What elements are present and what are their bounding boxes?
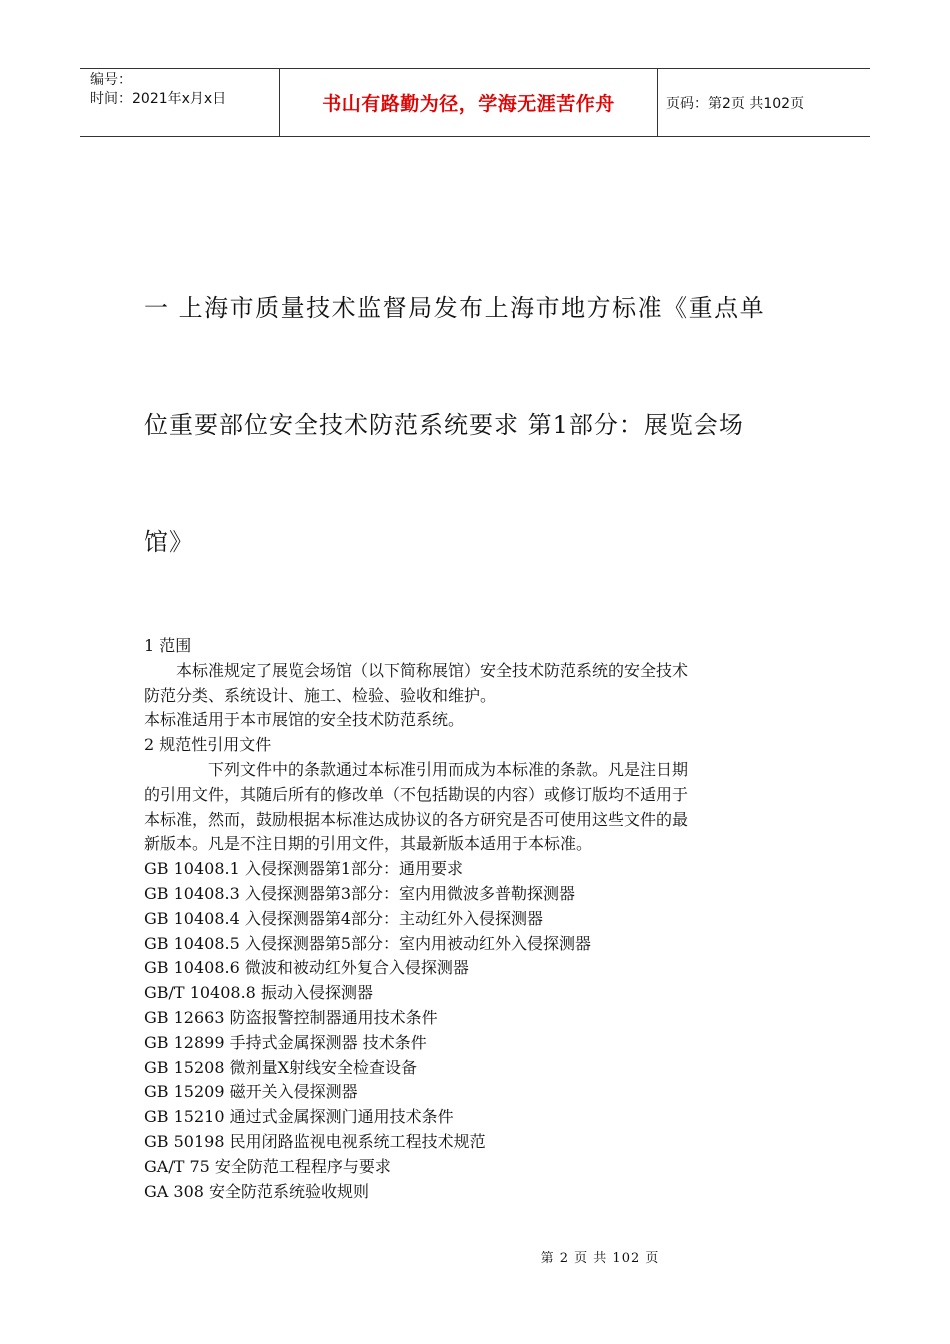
reference-item: GB 15209 磁开关入侵探测器 [144, 1082, 358, 1102]
doc-time-label: 时间：2021年x月x日 [90, 91, 227, 107]
section-2-paragraph-line: 本标准，然而，鼓励根据本标准达成协议的各方研究是否可使用这些文件的最 [144, 809, 689, 829]
reference-item: GB 50198 民用闭路监视电视系统工程技术规范 [144, 1131, 486, 1151]
reference-item: GB 10408.4 入侵探测器第4部分：主动红外入侵探测器 [144, 908, 544, 928]
section-1-paragraph-2: 本标准适用于本市展馆的安全技术防范系统。 [144, 710, 465, 730]
title-line-3: 馆》 [144, 528, 194, 556]
reference-item: GB 12663 防盗报警控制器通用技术条件 [144, 1007, 438, 1027]
page-footer [0, 1247, 950, 1266]
reference-item: GB 15208 微剂量X射线安全检查设备 [144, 1057, 418, 1077]
reference-item: GB 10408.5 入侵探测器第5部分：室内用被动红外入侵探测器 [144, 933, 592, 953]
section-1-heading: 1 范围 [144, 636, 192, 655]
section-1-paragraph-line: 本标准规定了展览会场馆（以下简称展馆）安全技术防范系统的安全技术 [176, 660, 689, 680]
reference-item: GB 10408.3 入侵探测器第3部分：室内用微波多普勒探测器 [144, 883, 576, 903]
header-motto: 书山有路勤为径，学海无涯苦作舟 [280, 69, 658, 136]
section-2-heading: 2 规范性引用文件 [144, 735, 272, 755]
section-2-paragraph-line: 新版本。凡是不注日期的引用文件，其最新版本适用于本标准。 [144, 834, 593, 854]
reference-item: GB 10408.6 微波和被动红外复合入侵探测器 [144, 958, 469, 978]
reference-item: GB/T 10408.8 振动入侵探测器 [144, 983, 373, 1003]
section-1-paragraph-line: 防范分类、系统设计、施工、检验、验收和维护。 [144, 685, 497, 705]
reference-item: GA 308 安全防范系统验收规则 [144, 1181, 370, 1201]
header-info-cell [80, 69, 280, 136]
document-header [80, 68, 870, 137]
document-body [144, 634, 804, 1204]
reference-item: GB 12899 手持式金属探测器 技术条件 [144, 1032, 427, 1052]
reference-item: GA/T 75 安全防范工程程序与要求 [144, 1156, 391, 1176]
section-2-paragraph-line: 的引用文件，其随后所有的修改单（不包括勘误的内容）或修订版均不适用于 [144, 784, 689, 804]
footer-page-number: 第 2 页 共 102 页 [540, 1251, 660, 1266]
title-line-2: 位重要部位安全技术防范系统要求 第1部分：展览会场 [144, 411, 744, 439]
title-line-1: 一 上海市质量技术监督局发布上海市地方标准《重点单 [144, 294, 766, 322]
header-page-info: 页码：第2页 共102页 [666, 95, 805, 112]
reference-item: GB 15210 通过式金属探测门通用技术条件 [144, 1107, 454, 1127]
doc-code-label: 编号： [90, 72, 132, 88]
section-2-paragraph-line: 下列文件中的条款通过本标准引用而成为本标准的条款。凡是注日期 [208, 759, 689, 779]
reference-item: GB 10408.1 入侵探测器第1部分：通用要求 [144, 859, 464, 879]
